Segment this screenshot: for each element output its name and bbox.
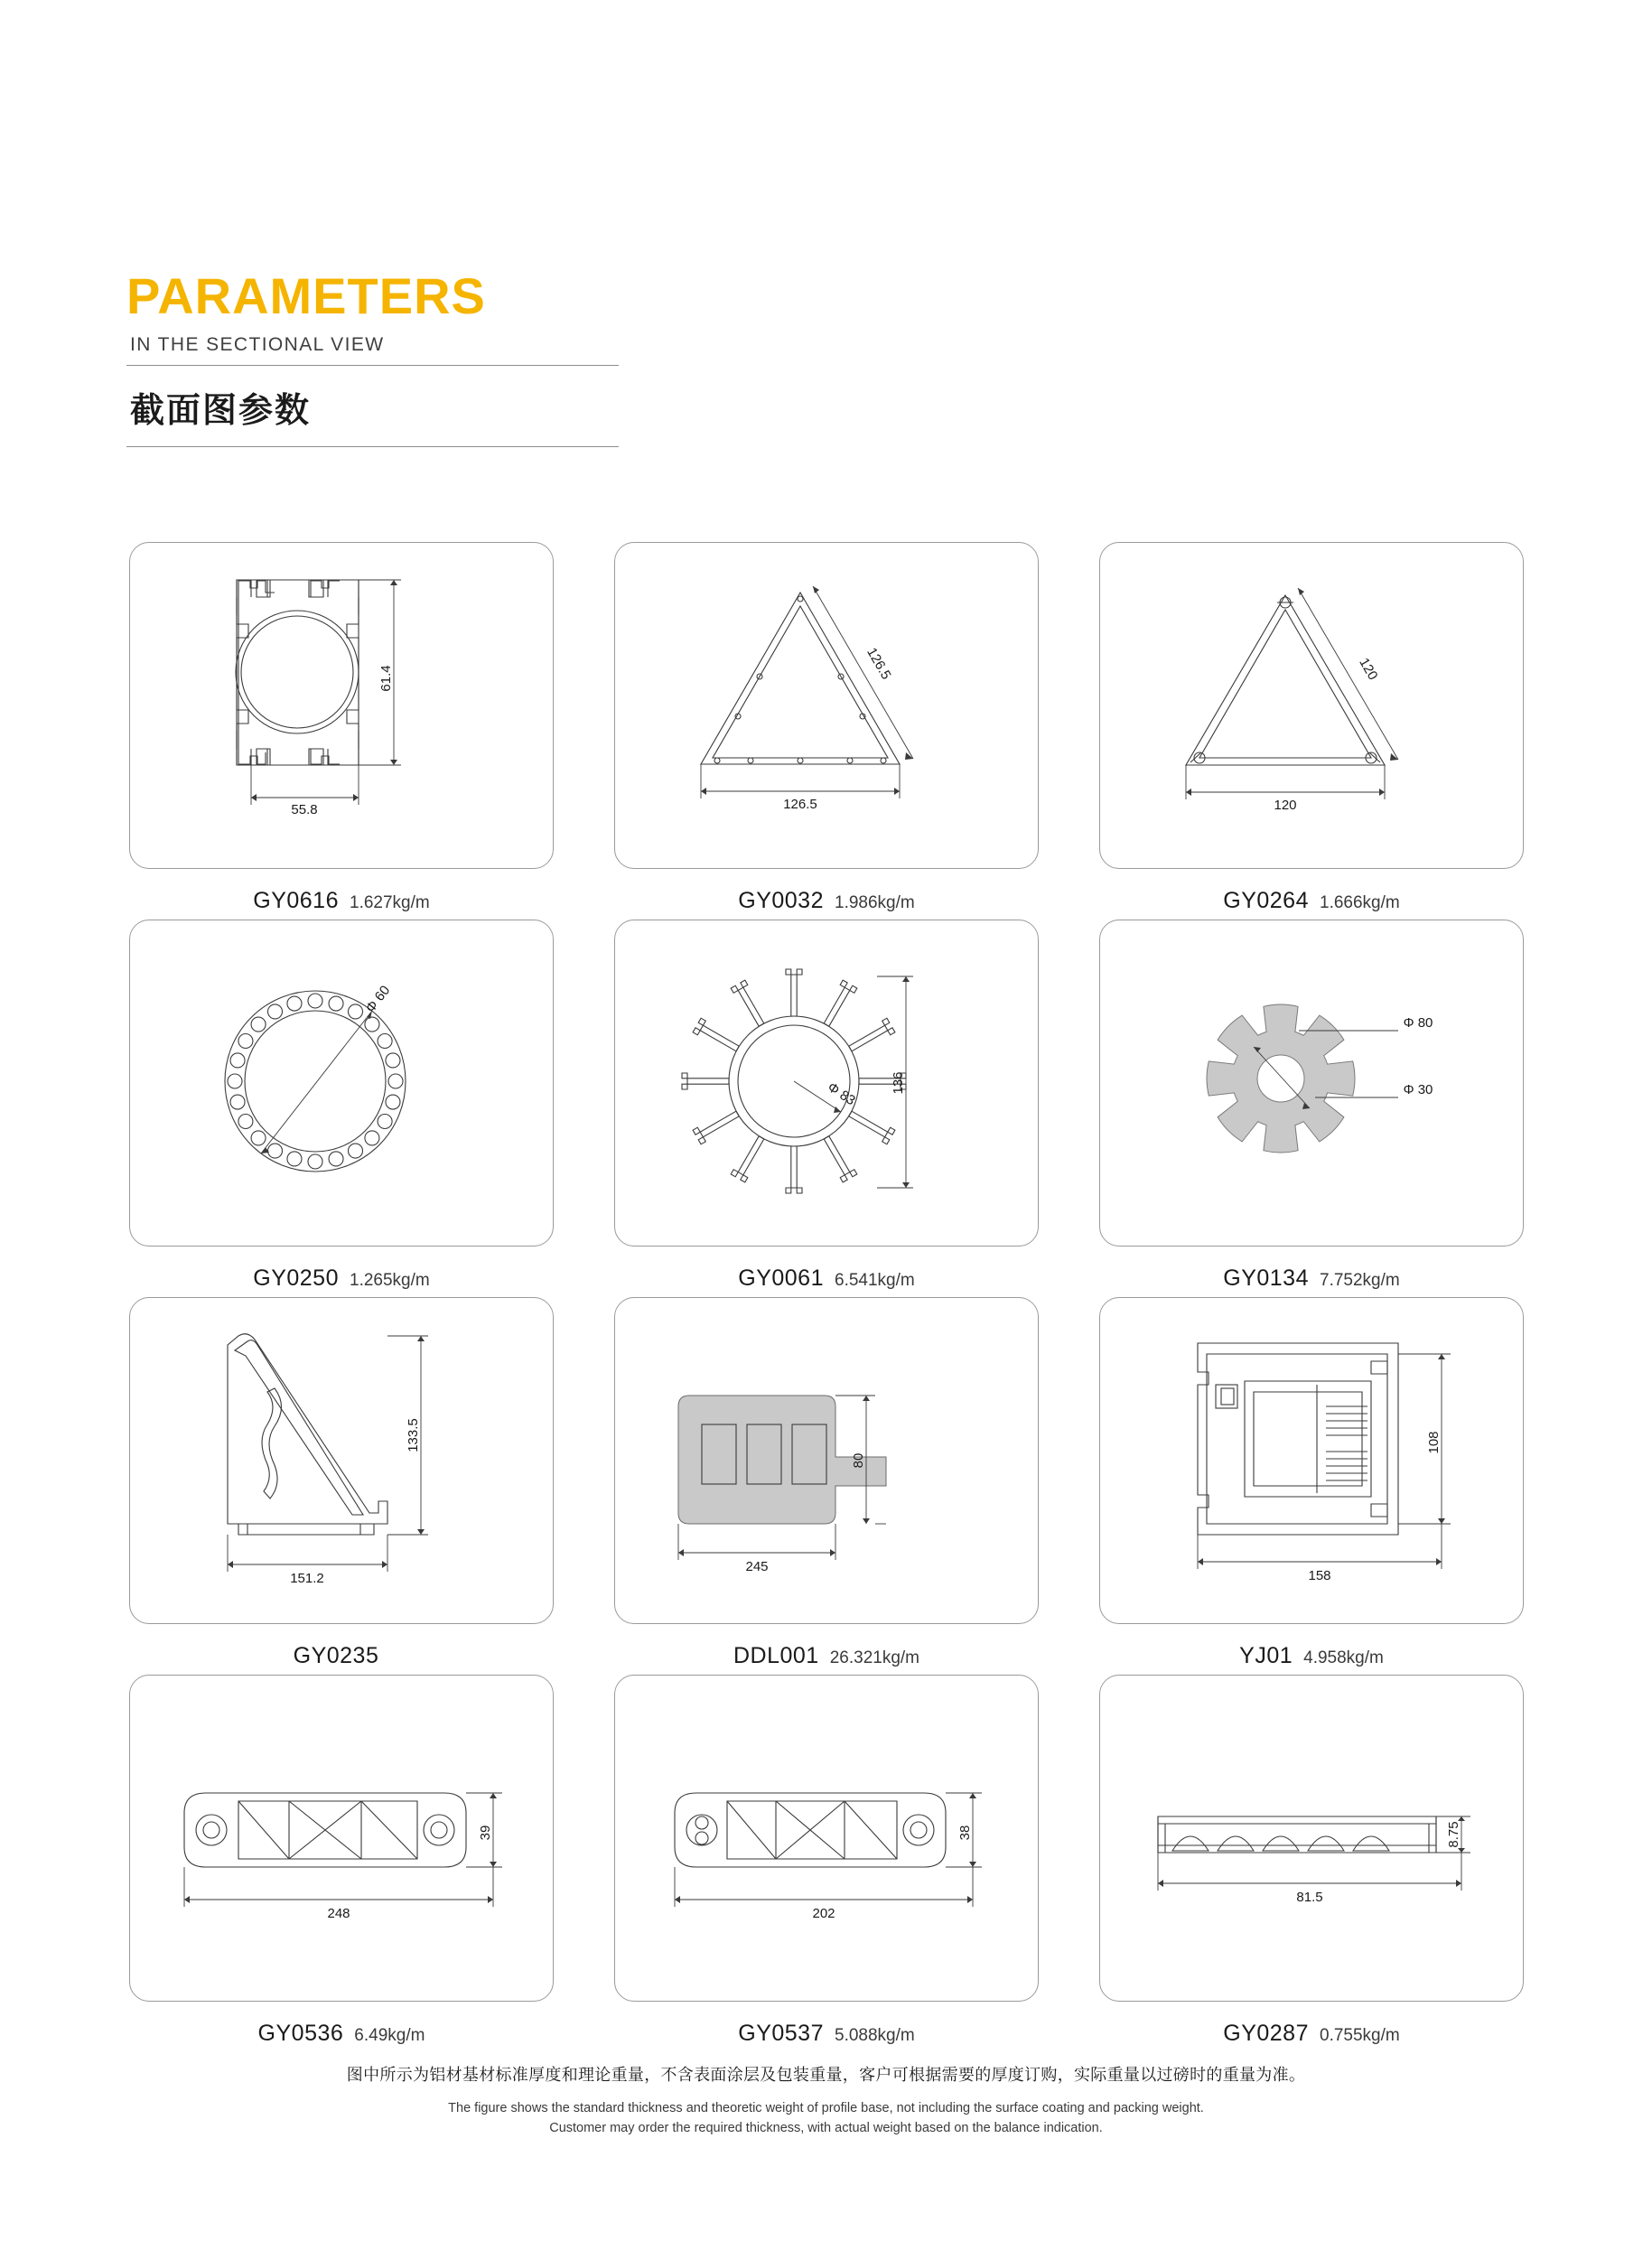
profile-code: GY0616 <box>253 888 339 913</box>
profile-weight: 6.49kg/m <box>354 2026 425 2045</box>
svg-text:133.5: 133.5 <box>406 1418 421 1452</box>
svg-text:55.8: 55.8 <box>291 802 318 817</box>
profile-drawing-gy0287 <box>1099 1675 1524 2002</box>
profile-caption <box>614 2021 1039 2047</box>
footer-note-cn: 图中所示为铝材基材标准厚度和理论重量，不含表面涂层及包装重量，客户可根据需要的厚度订购，实际重量以过磅时的重量为准。 <box>346 2066 1306 2084</box>
profile-code: GY0536 <box>257 2021 344 2046</box>
header-divider-top <box>126 365 619 366</box>
profile-drawing-gy0235 <box>129 1297 554 1624</box>
svg-text:202: 202 <box>812 1906 835 1921</box>
profile-code: GY0032 <box>738 888 824 913</box>
svg-text:136: 136 <box>891 1071 906 1095</box>
profile-caption <box>129 1643 554 1669</box>
profile-cell <box>1099 1297 1524 1675</box>
profile-drawing-gy0250 <box>129 920 554 1247</box>
svg-text:126.5: 126.5 <box>783 797 817 812</box>
svg-text:Φ 83: Φ 83 <box>825 1079 858 1109</box>
profile-caption <box>1099 1265 1524 1292</box>
profile-cell <box>1099 1675 1524 2052</box>
profile-code: GY0134 <box>1223 1265 1309 1291</box>
profile-cell <box>129 542 554 920</box>
svg-text:Φ 80: Φ 80 <box>1403 1015 1433 1031</box>
svg-text:245: 245 <box>745 1559 769 1574</box>
profile-drawing-cell <box>614 920 1039 1297</box>
profile-drawing-gy0061 <box>614 920 1039 1247</box>
profile-cell <box>1099 542 1524 920</box>
svg-text:81.5: 81.5 <box>1296 1890 1323 1905</box>
profile-caption <box>614 1265 1039 1292</box>
profile-caption <box>1099 888 1524 914</box>
svg-text:39: 39 <box>478 1825 493 1841</box>
page-subtitle-en: IN THE SECTIONAL VIEW <box>130 334 385 355</box>
svg-text:38: 38 <box>957 1825 973 1841</box>
svg-text:120: 120 <box>1356 655 1381 683</box>
profile-cell <box>129 920 554 1297</box>
profile-caption <box>129 888 554 914</box>
profile-drawing-gy0536 <box>129 1675 554 2002</box>
profiles-grid <box>129 542 1525 2052</box>
profile-drawing-gy0537 <box>614 1675 1039 2002</box>
profile-cell <box>1099 920 1524 1297</box>
svg-text:Φ 60: Φ 60 <box>362 983 394 1016</box>
profile-caption <box>614 888 1039 914</box>
page-title-en: PARAMETERS <box>126 267 486 324</box>
profile-cell <box>614 542 1039 920</box>
profile-code: YJ01 <box>1239 1643 1293 1668</box>
profile-code: GY0287 <box>1223 2021 1309 2046</box>
profile-weight: 0.755kg/m <box>1320 2026 1400 2045</box>
profile-weight: 26.321kg/m <box>829 1648 920 1667</box>
svg-text:Φ 30: Φ 30 <box>1403 1082 1433 1097</box>
header-divider-bottom <box>126 446 619 447</box>
profile-caption <box>1099 2021 1524 2047</box>
profile-drawing-gy0616 <box>129 542 554 869</box>
profile-cell <box>129 1297 554 1675</box>
page-footer <box>0 2062 1652 2135</box>
profile-cell <box>129 1675 554 2052</box>
svg-text:61.4: 61.4 <box>378 665 394 692</box>
profile-drawing-gy0264 <box>1099 542 1524 869</box>
svg-text:248: 248 <box>327 1906 350 1921</box>
page-header <box>126 267 619 447</box>
profile-code: DDL001 <box>733 1643 819 1668</box>
svg-text:126.5: 126.5 <box>863 645 894 683</box>
profile-drawing-ddl001 <box>614 1297 1039 1624</box>
profile-caption <box>1099 1643 1524 1669</box>
profile-weight: 1.627kg/m <box>350 893 430 912</box>
profile-cell <box>614 1297 1039 1675</box>
profile-caption <box>129 1265 554 1292</box>
profile-caption <box>614 1643 1039 1669</box>
profile-caption <box>129 2021 554 2047</box>
profile-weight: 4.958kg/m <box>1303 1648 1384 1667</box>
profile-weight: 7.752kg/m <box>1320 1271 1400 1290</box>
profile-code: GY0061 <box>738 1265 824 1291</box>
profile-weight: 1.265kg/m <box>350 1271 430 1290</box>
page-title-cn: 截面图参数 <box>130 392 312 430</box>
profile-drawing-gy0134 <box>1099 920 1524 1247</box>
profile-drawing-yj01 <box>1099 1297 1524 1624</box>
svg-text:8.75: 8.75 <box>1446 1821 1461 1848</box>
footer-note-en-1: The figure shows the standard thickness and theoretic weight of profile base, not including the surface coating and packing weight. <box>448 2101 1204 2115</box>
svg-text:120: 120 <box>1274 798 1297 813</box>
profile-code: GY0235 <box>293 1643 379 1668</box>
footer-note-en-2: Customer may order the required thickness, with actual weight based on the balance indication. <box>549 2121 1103 2135</box>
profile-weight: 6.541kg/m <box>835 1271 915 1290</box>
profile-code: GY0537 <box>738 2021 824 2046</box>
svg-text:108: 108 <box>1426 1431 1442 1454</box>
profile-drawing-gy0032 <box>614 542 1039 869</box>
svg-text:151.2: 151.2 <box>290 1571 324 1586</box>
profile-cell <box>614 1675 1039 2052</box>
profile-weight: 1.986kg/m <box>835 893 915 912</box>
profile-code: GY0250 <box>253 1265 339 1291</box>
svg-text:80: 80 <box>851 1452 866 1469</box>
profile-code: GY0264 <box>1223 888 1309 913</box>
profile-weight: 1.666kg/m <box>1320 893 1400 912</box>
svg-text:158: 158 <box>1308 1568 1331 1583</box>
profile-weight: 5.088kg/m <box>835 2026 915 2045</box>
